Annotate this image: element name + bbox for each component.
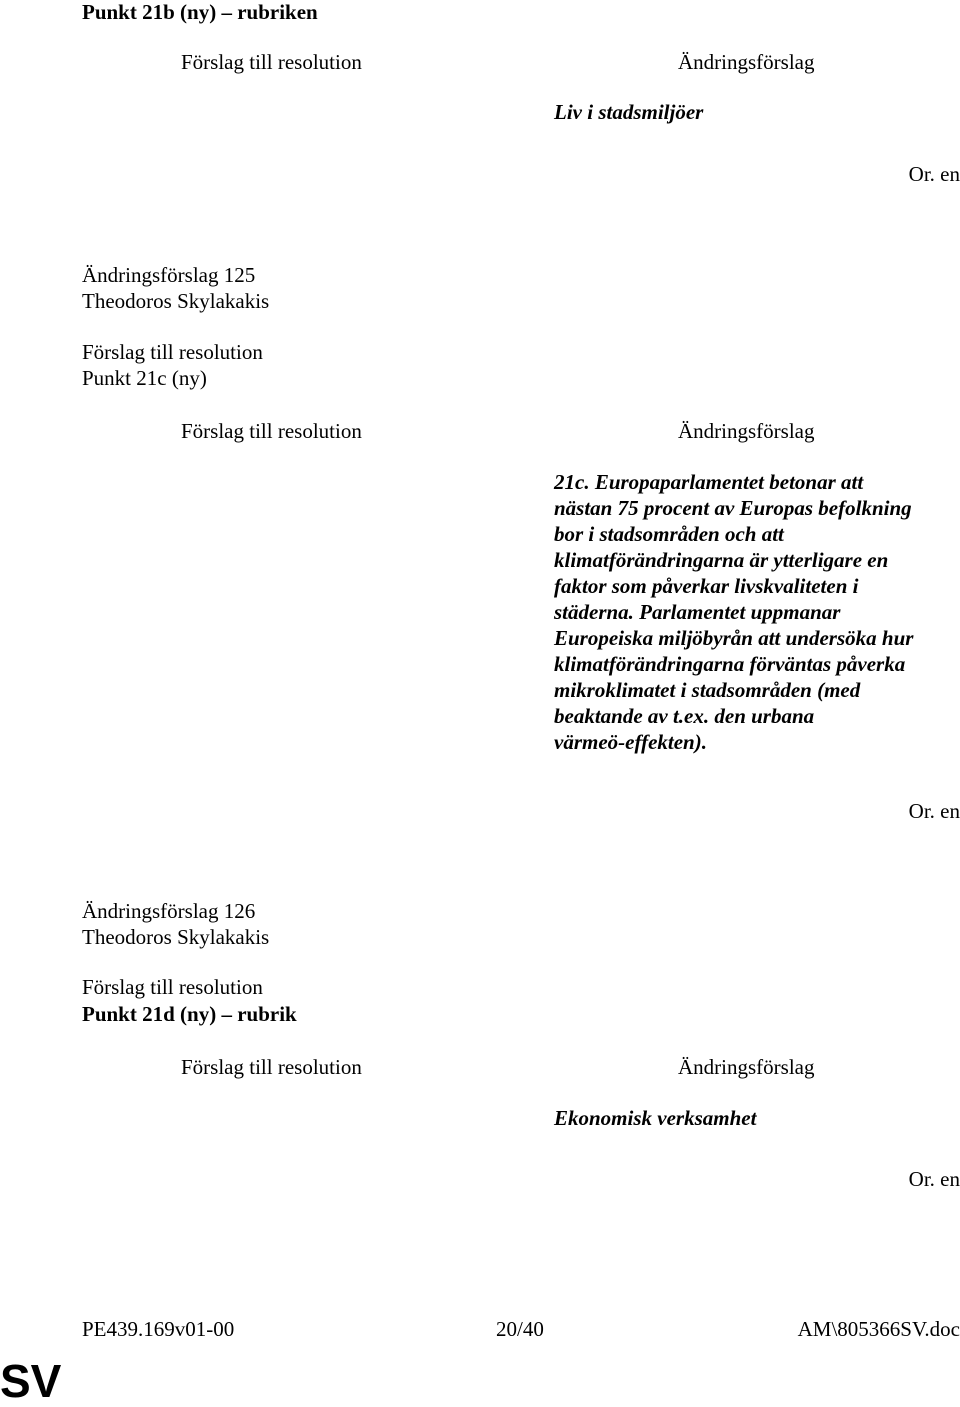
amendment-body-line: Europeiska miljöbyrån att undersöka hur [554, 626, 914, 650]
amendment-body-line: värmeö-effekten). [554, 730, 707, 754]
column-header-left: Förslag till resolution [181, 50, 362, 74]
amendment-text: Ekonomisk verksamhet [554, 1106, 757, 1130]
amendment-section: Punkt 21d (ny) – rubrik [82, 1002, 297, 1026]
amendment-document: Förslag till resolution [82, 975, 263, 999]
column-header-left: Förslag till resolution [181, 419, 362, 443]
original-language: Or. en [908, 799, 960, 823]
amendment-body-line: bor i stadsområden och att [554, 522, 784, 546]
language-code: SV [0, 1355, 62, 1407]
amendment-document: Förslag till resolution [82, 340, 263, 364]
footer-filename: AM\805366SV.doc [797, 1317, 960, 1341]
amendment-body-line: faktor som påverkar livskvaliteten i [554, 574, 859, 598]
amendment-author: Theodoros Skylakakis [82, 289, 270, 313]
amendment-text: Liv i stadsmiljöer [554, 100, 704, 124]
amendment-body [554, 469, 954, 755]
column-header-right: Ändringsförslag [678, 419, 815, 443]
column-header-left: Förslag till resolution [181, 1055, 362, 1079]
footer-reference: PE439.169v01-00 [82, 1317, 235, 1341]
amendment-body-line: klimatförändringarna är ytterligare en [554, 548, 889, 572]
section-heading: Punkt 21b (ny) – rubriken [82, 0, 318, 24]
amendment-number: Ändringsförslag 126 [82, 899, 256, 923]
column-header-right: Ändringsförslag [678, 50, 815, 74]
column-header-right: Ändringsförslag [678, 1055, 815, 1079]
footer-page-number: 20/40 [496, 1317, 544, 1341]
amendment-number: Ändringsförslag 125 [82, 263, 256, 287]
amendment-body-line: mikroklimatet i stadsområden (med [554, 678, 861, 702]
amendment-body-line: klimatförändringarna förväntas påverka [554, 652, 906, 676]
amendment-body-line: beaktande av t.ex. den urbana [554, 704, 815, 728]
original-language: Or. en [908, 1167, 960, 1191]
amendment-body-line: städerna. Parlamentet uppmanar [554, 600, 841, 624]
amendment-section: Punkt 21c (ny) [82, 366, 207, 390]
amendment-body-line: nästan 75 procent av Europas befolkning [554, 496, 912, 520]
amendment-author: Theodoros Skylakakis [82, 925, 270, 949]
amendment-body-line: 21c. Europaparlamentet betonar att [554, 470, 864, 494]
original-language: Or. en [908, 162, 960, 186]
